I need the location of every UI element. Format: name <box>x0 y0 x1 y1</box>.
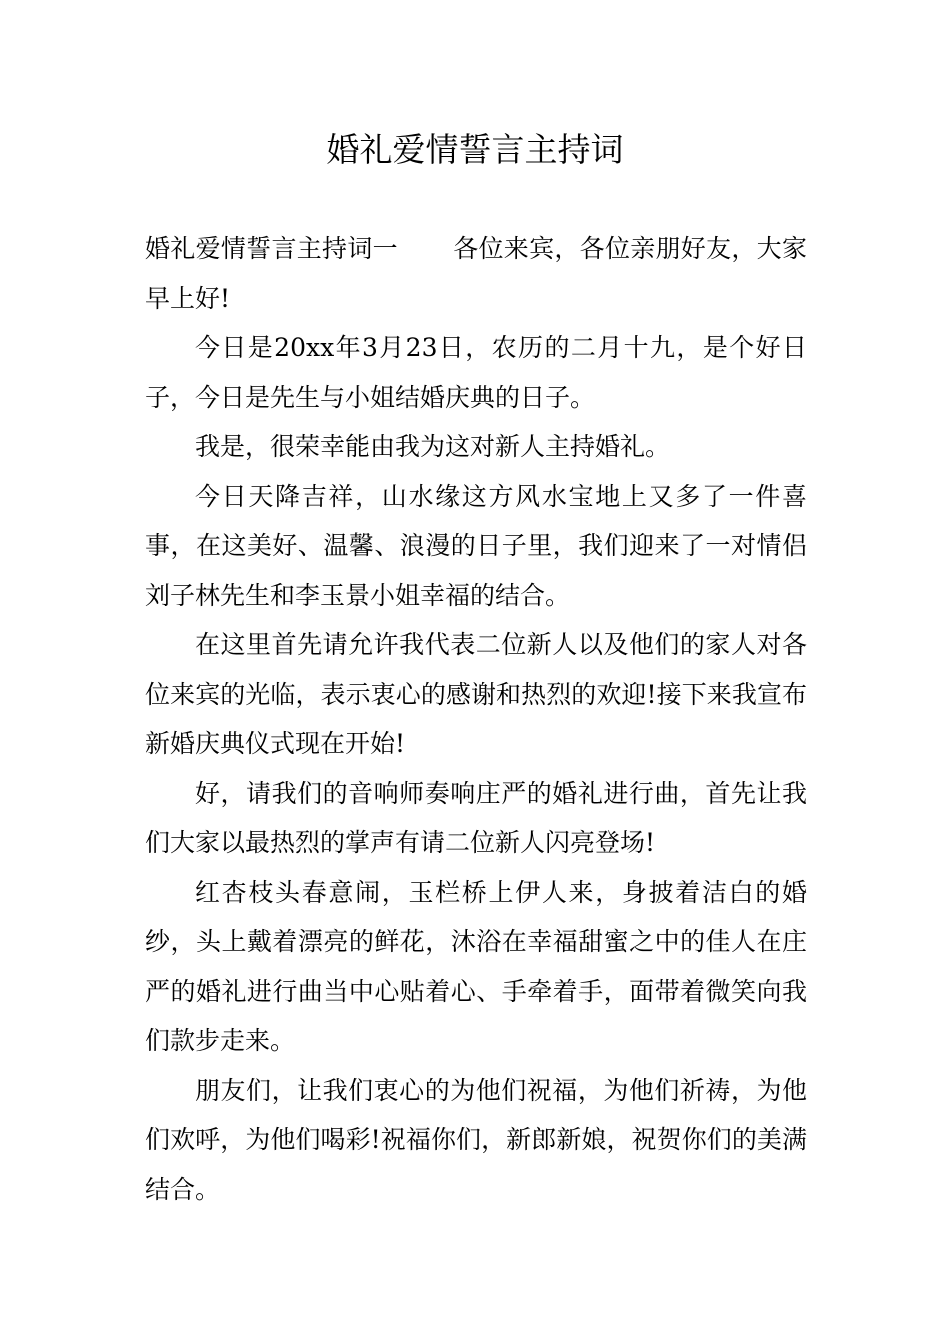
paragraph-1: 今日是20xx年3月23日，农历的二月十九，是个好日子，今日是先生与小姐结婚庆典的日子。 <box>145 333 807 412</box>
paragraph-4: 在这里首先请允许我代表二位新人以及他们的家人对各位来宾的光临，表示衷心的感谢和热烈的欢迎!接下来我宣布新婚庆典仪式现在开始! <box>145 630 807 758</box>
intro-text: 各位来宾，各位亲朋好友，大家早上好! <box>145 234 807 313</box>
intro-paragraph <box>145 224 807 323</box>
document-body <box>145 224 807 1214</box>
paragraph-2: 我是，很荣幸能由我为这对新人主持婚礼。 <box>195 432 671 461</box>
paragraph-6: 红杏枝头春意闹，玉栏桥上伊人来，身披着洁白的婚纱，头上戴着漂亮的鲜花，沐浴在幸福甜蜜之中的佳人在庄严的婚礼进行曲当中心贴着心、手牵着手，面带着微笑向我们款步走来。 <box>145 877 807 1055</box>
paragraph-5: 好，请我们的音响师奏响庄严的婚礼进行曲，首先让我们大家以最热烈的掌声有请二位新人闪亮登场! <box>145 778 807 857</box>
paragraph-7: 朋友们，让我们衷心的为他们祝福，为他们祈祷，为他们欢呼，为他们喝彩!祝福你们，新郎新娘，祝贺你们的美满结合。 <box>145 1075 807 1204</box>
page-title: 婚礼爱情誓言主持词 <box>326 130 624 169</box>
intro-heading: 婚礼爱情誓言主持词一 <box>145 234 398 263</box>
paragraph-3: 今日天降吉祥，山水缘这方风水宝地上又多了一件喜事，在这美好、温馨、浪漫的日子里，我们迎来了一对情侣刘子林先生和李玉景小姐幸福的结合。 <box>145 481 807 610</box>
